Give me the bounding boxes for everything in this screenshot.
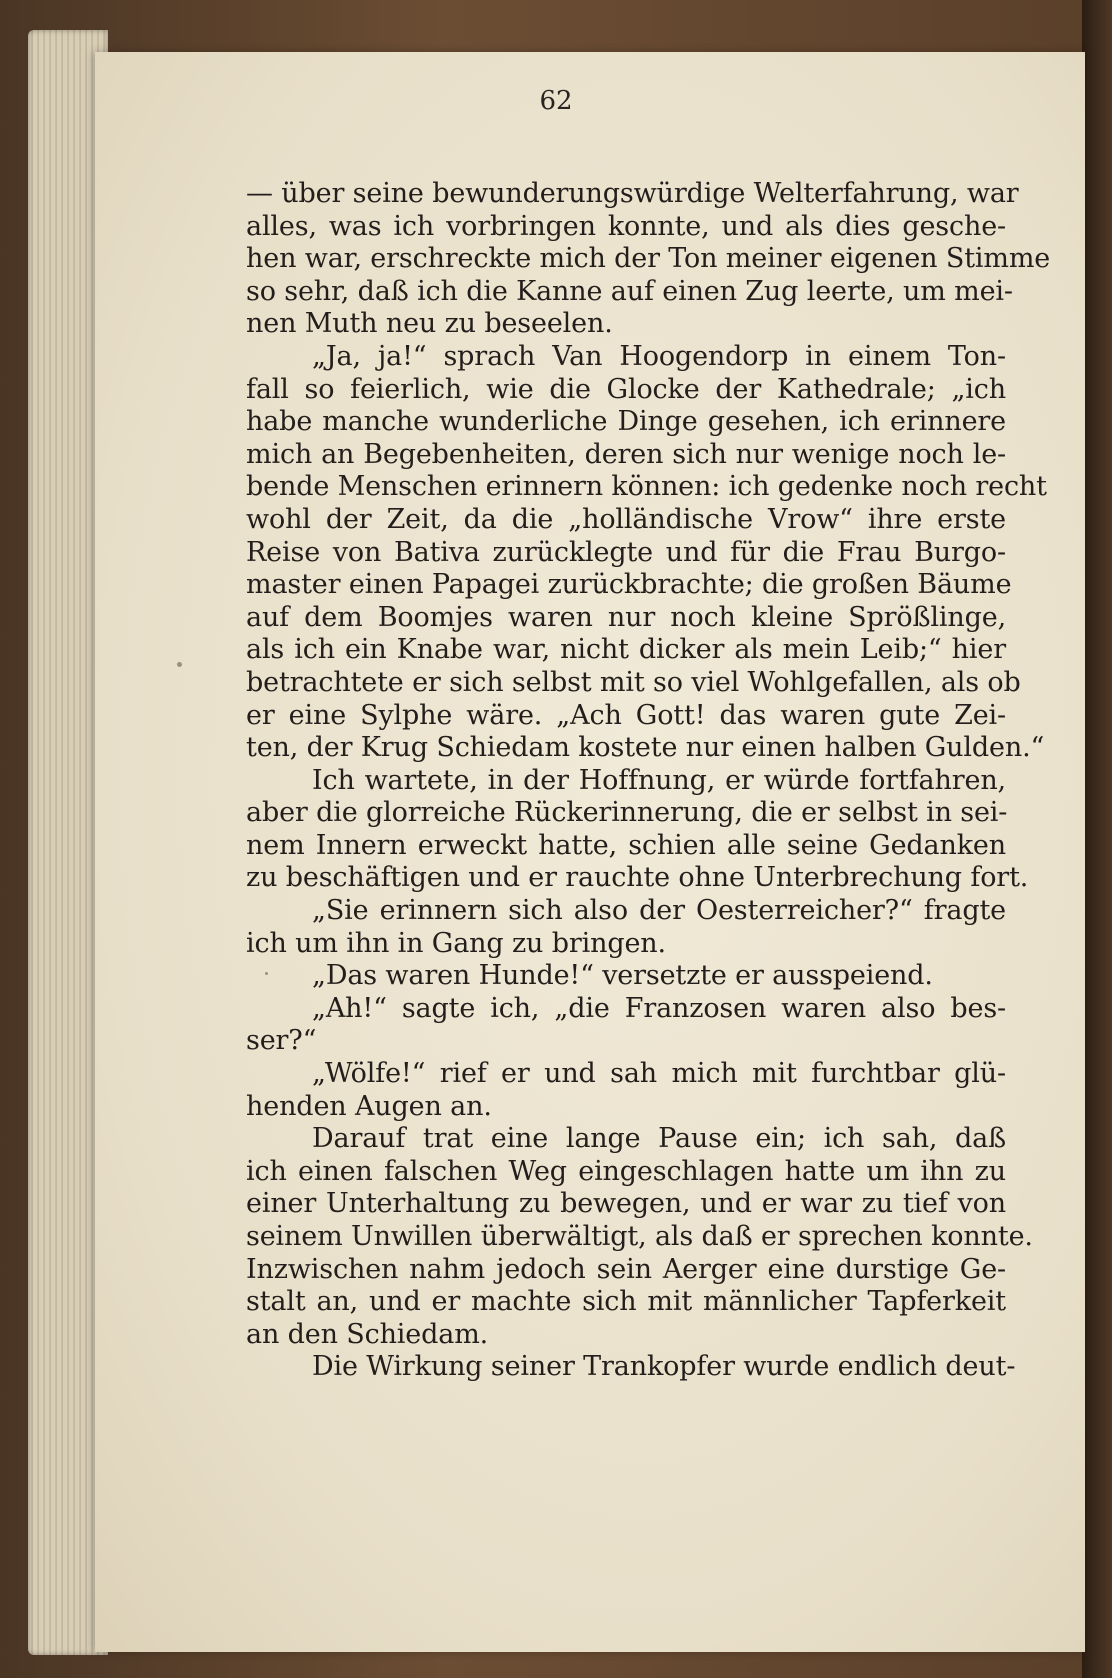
text-line: ich einen falschen Weg eingeschlagen hatte um ihn zu bbox=[246, 1155, 1006, 1187]
paper-fleck bbox=[177, 662, 182, 667]
text-line: einer Unterhaltung zu bewegen, und er war zu tief von bbox=[246, 1188, 1006, 1220]
text-line: — über seine bewunderungswürdige Welterfahrung, war bbox=[246, 178, 1019, 209]
text-line: mich an Begebenheiten, deren sich nur wenige noch le- bbox=[246, 438, 1006, 470]
text-line: wohl der Zeit, da die „holländische Vrow“ ihre erste bbox=[246, 503, 1006, 535]
text-line: ser?“ bbox=[246, 1025, 317, 1057]
text-line: er eine Sylphe wäre. „Ach Gott! das waren gute Zei- bbox=[246, 699, 1006, 731]
text-line: Reise von Bativa zurücklegte und für die Frau Burgo- bbox=[246, 536, 1006, 568]
text-line: als ich ein Knabe war, nicht dicker als mein Leib;“ hier bbox=[246, 634, 1006, 666]
text-line: „Sie erinnern sich also der Oesterreicher?“ fragte bbox=[312, 895, 1006, 927]
text-line: habe manche wunderliche Dinge gesehen, ich erinnere bbox=[246, 406, 1006, 438]
text-line: alles, was ich vorbringen konnte, und als dies gesche- bbox=[246, 210, 1006, 242]
text-line: ten, der Krug Schiedam kostete nur einen halben Gulden.“ bbox=[246, 732, 1045, 764]
text-line: „Ah!“ sagte ich, „die Franzosen waren also bes- bbox=[312, 992, 1006, 1024]
text-line: an den Schiedam. bbox=[246, 1318, 489, 1350]
text-line: Die Wirkung seiner Trankopfer wurde endlich deut- bbox=[312, 1351, 1016, 1383]
book-cover-edge bbox=[1082, 0, 1112, 1678]
text-line: zu beschäftigen und er rauchte ohne Unterbrechung fort. bbox=[246, 862, 1029, 894]
text-line: stalt an, und er machte sich mit männlicher Tapferkeit bbox=[246, 1286, 1006, 1318]
text-line: „Das waren Hunde!“ versetzte er ausspeiend. bbox=[312, 960, 933, 992]
page-number: 62 bbox=[539, 86, 573, 116]
text-line: „Ja, ja!“ sprach Van Hoogendorp in einem Ton- bbox=[312, 340, 1006, 372]
text-line: master einen Papagei zurückbrachte; die großen Bäume bbox=[246, 569, 1012, 601]
text-line: so sehr, daß ich die Kanne auf einen Zug leerte, um mei- bbox=[246, 275, 1013, 307]
text-line: henden Augen an. bbox=[246, 1090, 492, 1122]
text-line: „Wölfe!“ rief er und sah mich mit furchtbar glü- bbox=[312, 1058, 1006, 1090]
text-line: betrachtete er sich selbst mit so viel Wohlgefallen, als ob bbox=[246, 666, 1021, 698]
text-line: auf dem Boomjes waren nur noch kleine Sprößlinge, bbox=[246, 601, 1006, 633]
text-line: aber die glorreiche Rückerinnerung, die er selbst in sei- bbox=[246, 797, 1008, 829]
text-line: Inzwischen nahm jedoch sein Aerger eine durstige Ge- bbox=[246, 1253, 1006, 1285]
text-line: nem Innern erweckt hatte, schien alle seine Gedanken bbox=[246, 829, 1006, 861]
body-text bbox=[246, 178, 1051, 1384]
text-line: Darauf trat eine lange Pause ein; ich sah, daß bbox=[312, 1123, 1006, 1155]
text-line: Ich wartete, in der Hoffnung, er würde fortfahren, bbox=[312, 764, 1006, 796]
text-line: bende Menschen erinnern können: ich gedenke noch recht bbox=[246, 471, 1047, 503]
text-line: ich um ihn in Gang zu bringen. bbox=[246, 927, 666, 959]
text-line: hen war, erschreckte mich der Ton meiner eigenen Stimme bbox=[246, 243, 1051, 275]
text-line: seinem Unwillen überwältigt, als daß er sprechen konnte. bbox=[246, 1221, 1033, 1252]
text-line: nen Muth neu zu beseelen. bbox=[246, 308, 613, 340]
text-line: fall so feierlich, wie die Glocke der Kathedrale; „ich bbox=[246, 373, 1006, 405]
